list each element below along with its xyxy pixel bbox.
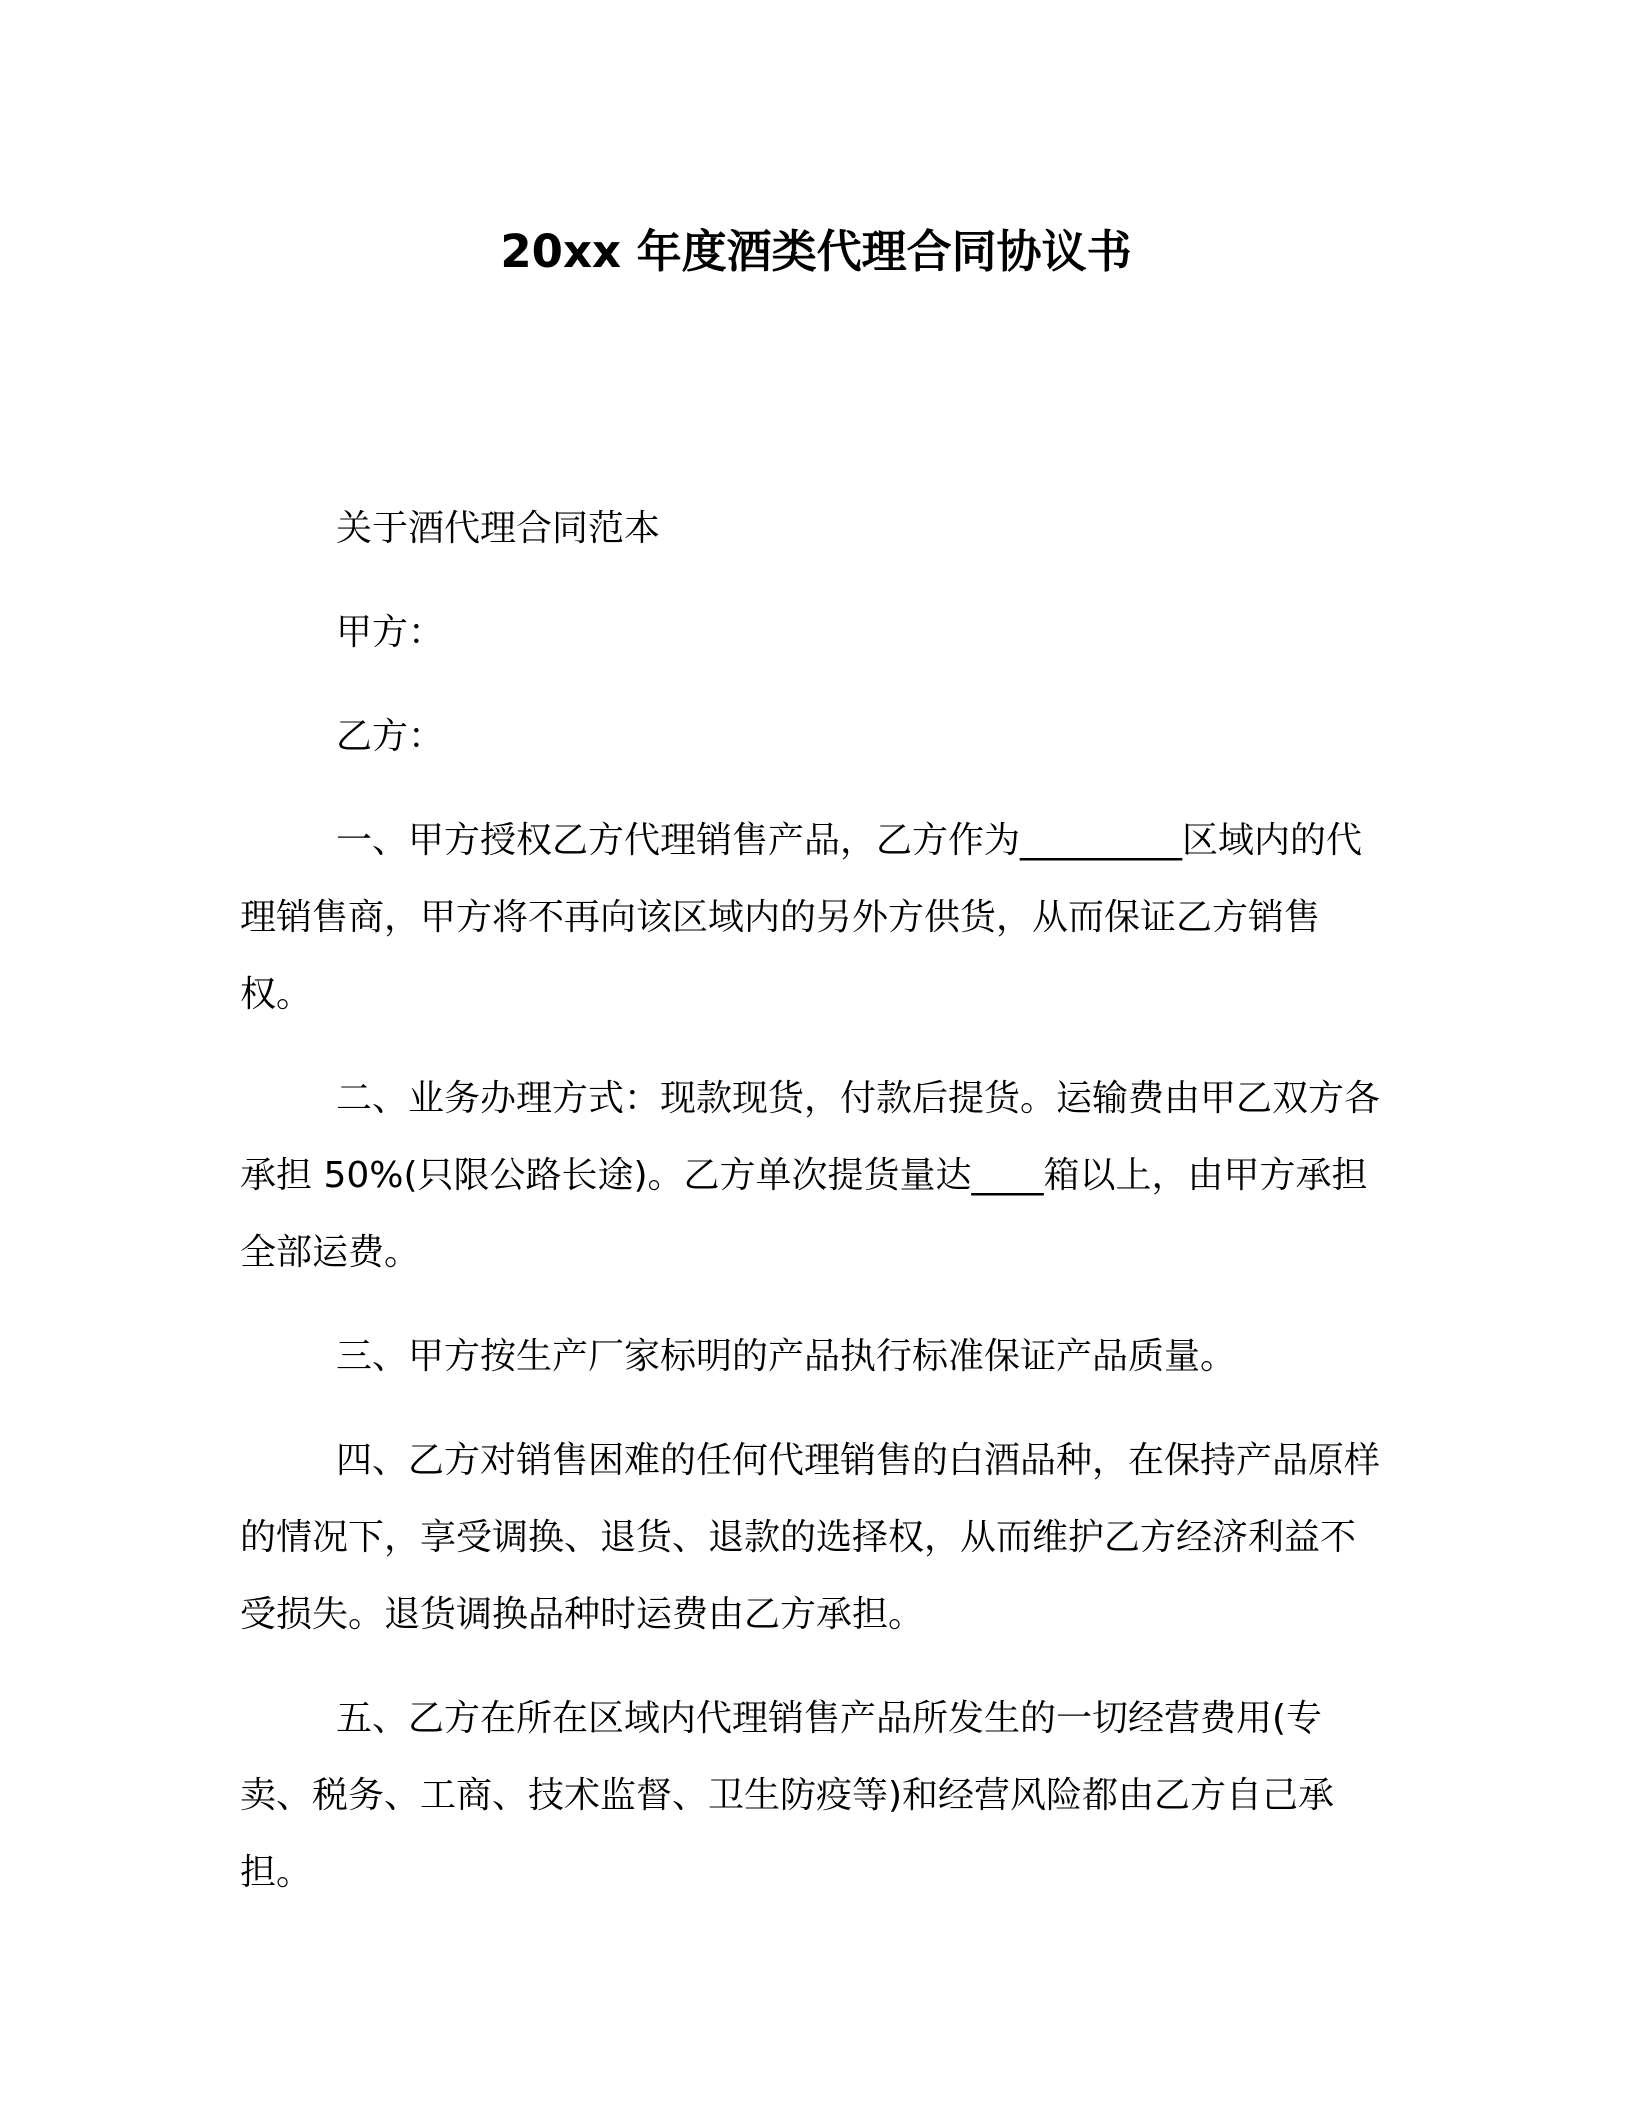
paragraph-party-b: 乙方： <box>336 716 445 757</box>
document-body <box>240 490 1390 1938</box>
paragraph-party-a: 甲方： <box>336 612 445 653</box>
paragraph-clause-3: 三、甲方按生产厂家标明的产品执行标准保证产品质量。 <box>336 1336 1237 1377</box>
paragraph-clause-2: 二、业务办理方式：现款现货，付款后提货。运输费由甲乙双方各承担 50%(只限公路长途)。乙方单次提货量达____箱以上，由甲方承担全部运费。 <box>240 1078 1381 1273</box>
document-title: 20xx 年度酒类代理合同协议书 <box>500 225 1132 278</box>
paragraph-clause-4: 四、乙方对销售困难的任何代理销售的白酒品种，在保持产品原样的情况下，享受调换、退货、退款的选择权，从而维护乙方经济利益不受损失。退货调换品种时运费由乙方承担。 <box>240 1440 1381 1635</box>
paragraph-clause-1: 一、甲方授权乙方代理销售产品，乙方作为_________区域内的代理销售商，甲方将不再向该区域内的另外方供货，从而保证乙方销售权。 <box>240 820 1363 1015</box>
paragraph-clause-5: 五、乙方在所在区域内代理销售产品所发生的一切经营费用(专卖、税务、工商、技术监督、卫生防疫等)和经营风险都由乙方自己承担。 <box>240 1698 1335 1893</box>
paragraph-heading: 关于酒代理合同范本 <box>336 508 661 549</box>
